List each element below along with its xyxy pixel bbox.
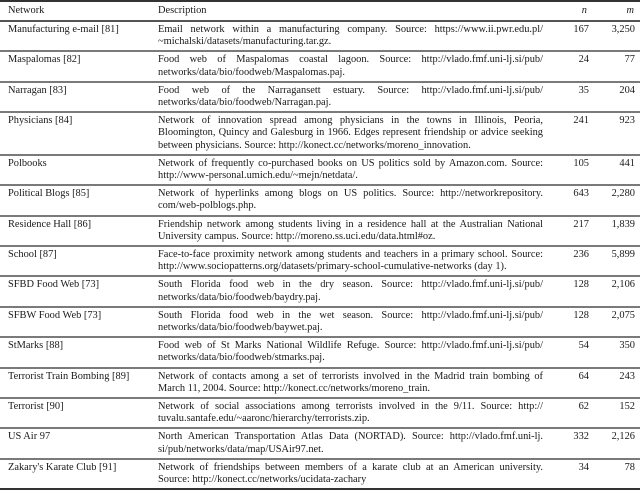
- table-row: [0, 21, 640, 51]
- network-name: Zakary's Karate Club [91]: [8, 461, 117, 473]
- node-count: 54: [553, 337, 593, 367]
- node-count: 241: [553, 112, 593, 155]
- edge-count: 152: [593, 398, 640, 428]
- edge-count: 77: [593, 51, 640, 81]
- table-row: [0, 398, 640, 428]
- network-description: Network of friendships between members of a karate club at an American university. Source: http://konect.cc/networks/ucidata-zachary: [158, 461, 543, 486]
- network-description: Network of contacts among a set of terrorists involved in the Madrid train bombing of March 11, 2004. Source: http://konect.cc/networks/moreno_train.: [150, 368, 553, 398]
- header-m: m: [593, 1, 640, 21]
- edge-count: 2,280: [593, 185, 640, 215]
- network-name: SFBW Food Web [73]: [0, 307, 150, 337]
- node-count: 128: [553, 276, 593, 306]
- network-description: Food web of the Narragansett estuary. Source: http://vlado.fmf.uni-lj.si/pub/ networks/data/bio/foodweb/Narragan.paj.: [150, 82, 553, 112]
- node-count: 332: [553, 428, 593, 458]
- node-count: 64: [553, 368, 593, 398]
- table-body: [0, 21, 640, 489]
- edge-count: 5,899: [593, 246, 640, 276]
- network-name: US Air 97: [0, 428, 150, 458]
- network-name: Maspalomas [82]: [0, 51, 150, 81]
- network-description: North American Transportation Atlas Data (NORTAD). Source: http://vlado.fmf.uni-lj. si/pub/networks/data/map/USAir97.net.: [150, 428, 553, 458]
- network-description: Friendship network among students living in a residence hall at the Australian National University campus. Source: http://moreno.ss.uci.edu/data.html#oz.: [150, 216, 553, 246]
- table-row: [0, 428, 640, 458]
- header-description: Description: [150, 1, 553, 21]
- network-description: Network of innovation spread among physicians in the towns in Illinois, Peoria, Bloomington, Quincy and Galesburg in 1966. Edges represent friendship or advice seeking between physicians. Source: http://konect.cc/networks/moreno_innovation.: [150, 112, 553, 155]
- network-description: Email network within a manufacturing company. Source: https://www.ii.pwr.edu.pl/ ~michalski/datasets/manufacturing.tar.gz.: [150, 21, 553, 51]
- node-count: 167: [553, 21, 593, 51]
- header-n: n: [553, 1, 593, 21]
- table-header-row: [0, 1, 640, 21]
- edge-count: 1,839: [593, 216, 640, 246]
- node-count: 105: [553, 155, 593, 185]
- network-name: Manufacturing e-mail [81]: [0, 21, 150, 51]
- edge-count: 923: [593, 112, 640, 155]
- table-row: [0, 185, 640, 215]
- network-description: Network of social associations among terrorists involved in the 9/11. Source: http:// tuvalu.santafe.edu/~aaronc/hierarchy/terrorists.zip.: [150, 398, 553, 428]
- network-name: Terrorist Train Bombing [89]: [0, 368, 150, 398]
- table-row: [0, 155, 640, 185]
- network-description: Food web of Maspalomas coastal lagoon. Source: http://vlado.fmf.uni-lj.si/pub/ networks/data/bio/foodweb/Maspalomas.paj.: [150, 51, 553, 81]
- table-row: [0, 368, 640, 398]
- network-description: Network of frequently co-purchased books on US politics sold by Amazon.com. Source: http://www-personal.umich.edu/~mejn/netdata/.: [150, 155, 553, 185]
- table-row: [0, 216, 640, 246]
- network-description: South Florida food web in the wet season. Source: http://vlado.fmf.uni-lj.si/pub/ networks/data/bio/foodweb/baywet.paj.: [150, 307, 553, 337]
- node-count: 62: [553, 398, 593, 428]
- network-name: Physicians [84]: [0, 112, 150, 155]
- table-row: [0, 112, 640, 155]
- network-name: Residence Hall [86]: [0, 216, 150, 246]
- network-name: School [87]: [0, 246, 150, 276]
- node-count: 128: [553, 307, 593, 337]
- table-row: [0, 459, 640, 489]
- network-name: Narragan [83]: [0, 82, 150, 112]
- network-description: Network of hyperlinks among blogs on US politics. Source: http://networkrepository. com/web-polblogs.php.: [150, 185, 553, 215]
- network-name: Polbooks: [0, 155, 150, 185]
- table-row: [0, 337, 640, 367]
- header-network: Network: [0, 1, 150, 21]
- node-count: 34: [578, 461, 589, 473]
- edge-count: 441: [593, 155, 640, 185]
- edge-count: 2,106: [593, 276, 640, 306]
- edge-count: 243: [593, 368, 640, 398]
- network-name: SFBD Food Web [73]: [0, 276, 150, 306]
- node-count: 35: [553, 82, 593, 112]
- table-row: [0, 307, 640, 337]
- edge-count: 78: [624, 461, 635, 473]
- edge-count: 350: [593, 337, 640, 367]
- network-name: StMarks [88]: [0, 337, 150, 367]
- network-description: South Florida food web in the dry season. Source: http://vlado.fmf.uni-lj.si/pub/ networks/data/bio/foodweb/baydry.paj.: [150, 276, 553, 306]
- edge-count: 2,126: [593, 428, 640, 458]
- edge-count: 3,250: [593, 21, 640, 51]
- edge-count: 2,075: [593, 307, 640, 337]
- edge-count: 204: [593, 82, 640, 112]
- node-count: 643: [553, 185, 593, 215]
- table-row: [0, 276, 640, 306]
- network-name: Political Blogs [85]: [0, 185, 150, 215]
- network-name: Terrorist [90]: [0, 398, 150, 428]
- table-row: [0, 82, 640, 112]
- network-description: Face-to-face proximity network among students and teachers in a primary school. Source: http://www.sociopatterns.org/datasets/primary-school-cumulative-networks (day 1).: [150, 246, 553, 276]
- table-row: [0, 51, 640, 81]
- node-count: 236: [553, 246, 593, 276]
- node-count: 24: [553, 51, 593, 81]
- node-count: 217: [553, 216, 593, 246]
- table-row: [0, 246, 640, 276]
- network-description: Food web of St Marks National Wildlife Refuge. Source: http://vlado.fmf.uni-lj.si/pub/ networks/data/bio/foodweb/stmarks.paj.: [150, 337, 553, 367]
